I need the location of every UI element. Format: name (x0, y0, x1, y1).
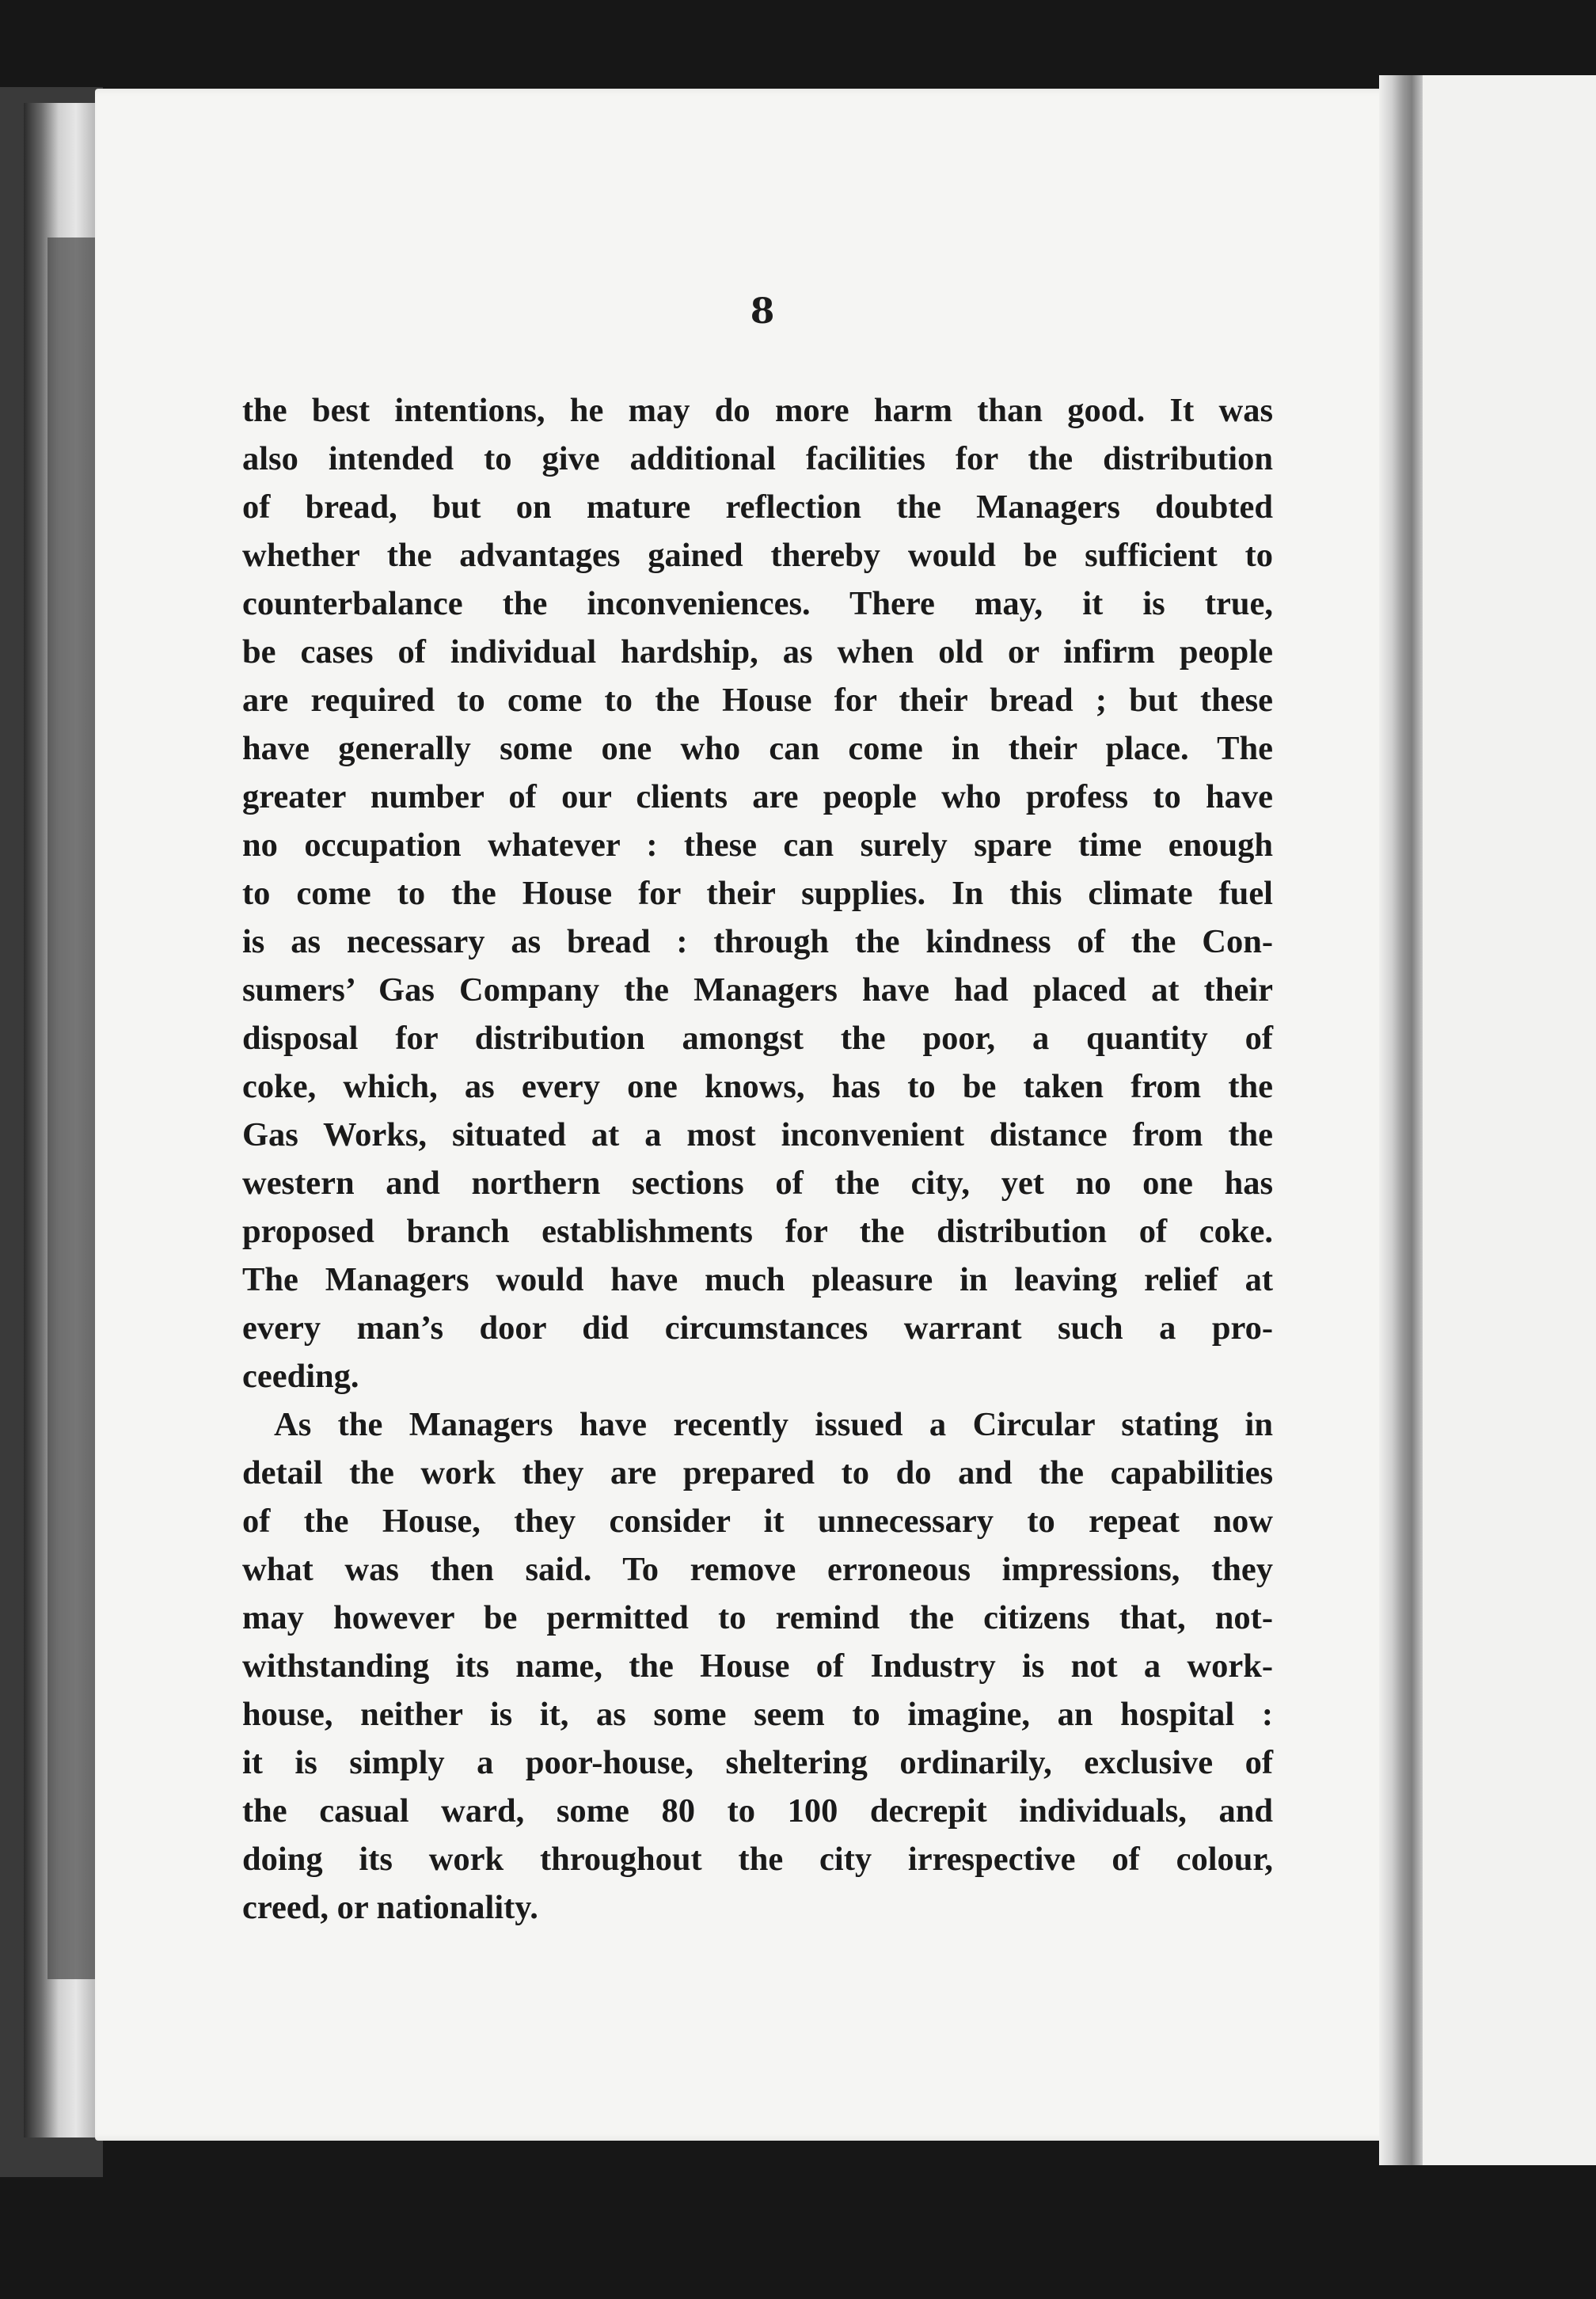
text-line: house, neither is it, as some seem to imagine, an hospital : (242, 1696, 1273, 1733)
text-line: western and northern sections of the city, yet no one has (242, 1165, 1273, 1202)
page-number: 8 (750, 291, 775, 332)
paragraph-start-line: As the Managers have recently issued a Circular stating in (274, 1406, 1273, 1443)
text-line: be cases of individual hardship, as when old or infirm people (242, 633, 1273, 671)
text-line: withstanding its name, the House of Industry is not a work- (242, 1647, 1273, 1685)
text-line: it is simply a poor-house, sheltering ordinarily, exclusive of (242, 1744, 1273, 1781)
page-body (242, 386, 1273, 1932)
text-line: of bread, but on mature reflection the Managers doubted (242, 488, 1273, 526)
text-line: to come to the House for their supplies. In this climate fuel (242, 875, 1273, 912)
text-line: disposal for distribution amongst the poor, a quantity of (242, 1020, 1273, 1057)
text-line: every man’s door did circumstances warrant such a pro- (242, 1309, 1273, 1347)
page-edge-shadow (48, 238, 95, 1979)
text-line: have generally some one who can come in their place. The (242, 730, 1273, 767)
text-line: what was then said. To remove erroneous impressions, they (242, 1551, 1273, 1588)
text-line: no occupation whatever : these can surely spare time enough (242, 826, 1273, 864)
text-line: is as necessary as bread : through the kindness of the Con- (242, 923, 1273, 960)
text-line: Gas Works, situated at a most inconvenient distance from the (242, 1116, 1273, 1153)
text-line: counterbalance the inconveniences. There may, it is true, (242, 585, 1273, 622)
text-line: doing its work throughout the city irrespective of colour, (242, 1841, 1273, 1878)
text-line: the casual ward, some 80 to 100 decrepit individuals, and (242, 1792, 1273, 1830)
text-line: creed, or nationality. (242, 1889, 538, 1926)
text-line: are required to come to the House for their bread ; but these (242, 682, 1273, 719)
text-line: may however be permitted to remind the citizens that, not- (242, 1599, 1273, 1636)
text-line: of the House, they consider it unnecessary to repeat now (242, 1503, 1273, 1540)
text-line: ceeding. (242, 1358, 359, 1395)
text-line: The Managers would have much pleasure in leaving relief at (242, 1261, 1273, 1298)
text-line: proposed branch establishments for the distribution of coke. (242, 1213, 1273, 1250)
text-line: the best intentions, he may do more harm than good. It was (242, 392, 1273, 429)
text-line: also intended to give additional facilities for the distribution (242, 440, 1273, 477)
text-line: greater number of our clients are people who profess to have (242, 778, 1273, 815)
text-line: whether the advantages gained thereby would be sufficient to (242, 537, 1273, 574)
facing-page (1423, 75, 1596, 2165)
text-line: detail the work they are prepared to do and the capabilities (242, 1454, 1273, 1492)
text-line: coke, which, as every one knows, has to be taken from the (242, 1068, 1273, 1105)
text-line: sumers’ Gas Company the Managers have had placed at their (242, 971, 1273, 1009)
book-gutter (1379, 75, 1423, 2165)
